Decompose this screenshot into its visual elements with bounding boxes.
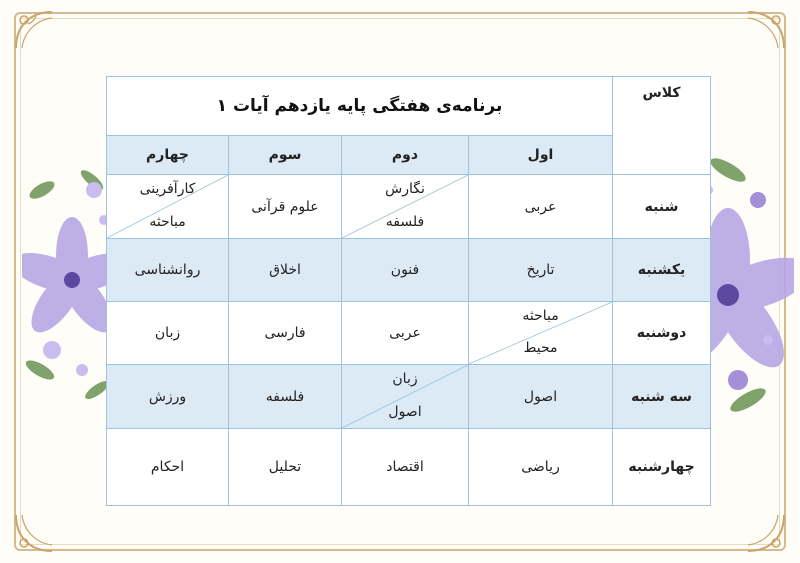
cell-subject-top: مباحثه <box>522 308 559 324</box>
cell-subject-bottom: اصول <box>388 404 422 420</box>
table-cell: احکام <box>107 429 229 506</box>
ornament-corner-icon <box>742 509 788 555</box>
page-title: برنامه‌ی هفتگی پایه یازدهم آیات ۱ <box>216 96 503 116</box>
title-cell <box>107 77 613 136</box>
day-label: سه شنبه <box>613 365 711 429</box>
table-row-monday <box>107 302 711 365</box>
table-row-wednesday <box>107 429 711 506</box>
cell-subject-top: نگارش <box>385 181 425 197</box>
column-header-3: سوم <box>229 136 342 175</box>
day-label: یکشنبه <box>613 239 711 302</box>
table-row-saturday <box>107 175 711 239</box>
cell-subject-bottom: فلسفه <box>385 214 425 230</box>
day-label: شنبه <box>613 175 711 239</box>
column-header-1: اول <box>469 136 613 175</box>
table-cell: علوم قرآنی <box>229 175 342 239</box>
column-header-2: دوم <box>342 136 469 175</box>
day-label: دوشنبه <box>613 302 711 365</box>
cell-subject-top: زبان <box>392 371 418 387</box>
table-cell: زبان <box>107 302 229 365</box>
table-cell: فلسفه <box>229 365 342 429</box>
weekly-schedule-table <box>106 76 711 506</box>
column-header-4: چهارم <box>107 136 229 175</box>
table-cell <box>107 175 229 239</box>
table-cell: فارسی <box>229 302 342 365</box>
cell-subject-top: کارآفرینی <box>139 181 196 197</box>
table-cell: اصول <box>469 365 613 429</box>
ornament-corner-icon <box>742 8 788 54</box>
table-cell <box>342 365 469 429</box>
cell-subject-bottom: مباحثه <box>149 214 186 230</box>
class-label-cell <box>613 77 711 175</box>
table-cell: تحلیل <box>229 429 342 506</box>
table-cell: اخلاق <box>229 239 342 302</box>
table-cell: تاریخ <box>469 239 613 302</box>
cell-subject-bottom: محیط <box>523 340 558 356</box>
table-row-tuesday <box>107 365 711 429</box>
table-cell: عربی <box>342 302 469 365</box>
day-label: چهارشنبه <box>613 429 711 506</box>
table-cell <box>342 175 469 239</box>
class-label: کلاس <box>642 85 681 101</box>
table-cell: عربی <box>469 175 613 239</box>
table-cell <box>469 302 613 365</box>
table-cell: اقتصاد <box>342 429 469 506</box>
ornament-corner-icon <box>12 509 58 555</box>
table-cell: فنون <box>342 239 469 302</box>
table-cell: ورزش <box>107 365 229 429</box>
ornament-corner-icon <box>12 8 58 54</box>
table-cell: ریاضی <box>469 429 613 506</box>
table-cell: روانشناسی <box>107 239 229 302</box>
table-row-sunday <box>107 239 711 302</box>
